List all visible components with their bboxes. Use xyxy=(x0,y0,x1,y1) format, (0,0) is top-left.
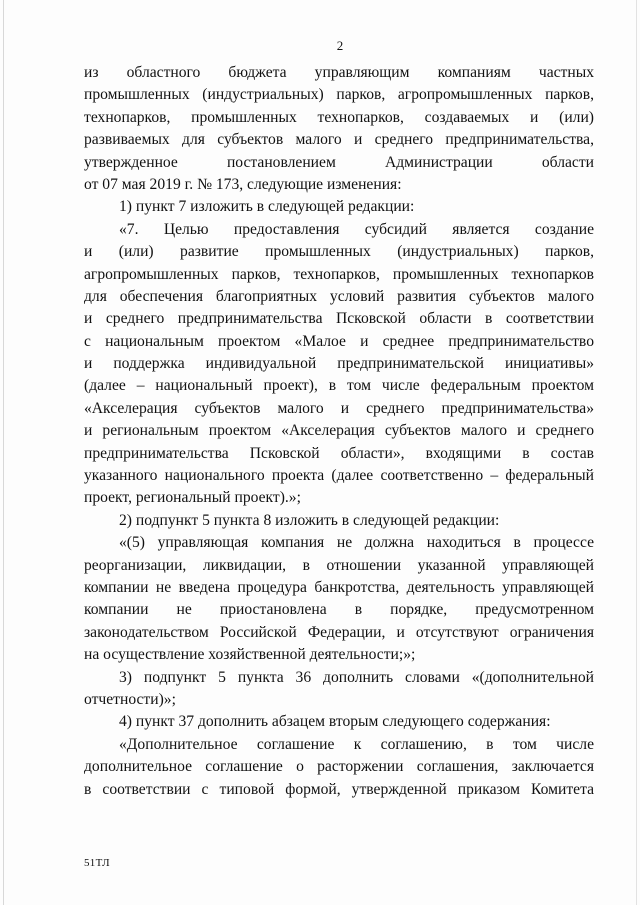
text-line: 3) подпункт 5 пункта 36 дополнить словами «(дополнительной xyxy=(119,668,594,686)
text-line: указанного национального проекта (далее соответственно – федеральный xyxy=(84,467,594,485)
text-line: «(5) управляющая компания не должна находиться в процессе xyxy=(119,534,594,552)
text-line: «Дополнительное соглашение к соглашению, в том числе xyxy=(119,735,594,753)
text-line: из областного бюджета управляющим компаниям частных xyxy=(84,64,594,81)
text-line: промышленных (индустриальных) парков, агропромышленных парков, xyxy=(84,86,594,104)
text-line: 2) подпункт 5 пункта 8 изложить в следующей редакции: xyxy=(119,511,500,529)
text-line: реорганизации, ликвидации, в отношении указанной управляющей xyxy=(84,556,594,574)
text-line: предпринимательства Псковской области», входящими в состав xyxy=(84,444,594,462)
text-line: законодательством Российской Федерации, и отсутствуют ограничения xyxy=(84,623,594,641)
text-line: «7. Целью предоставления субсидий является создание xyxy=(119,220,594,238)
text-line: проект, региональный проект).»; xyxy=(84,489,301,507)
text-line: и региональным проектом «Акселерация субъектов малого и среднего xyxy=(84,422,594,440)
page-number: 2 xyxy=(336,38,344,53)
footer-document-code: 51ТЛ xyxy=(84,857,110,869)
scan-edge-left xyxy=(3,0,4,905)
text-line: дополнительное соглашение о расторжении соглашения, заключается xyxy=(84,758,594,776)
text-line: на осуществление хозяйственной деятельности;»; xyxy=(84,646,416,664)
text-line: и среднего предпринимательства Псковской области в соответствии xyxy=(84,310,594,328)
text-line: и (или) развитие промышленных (индустриальных) парков, xyxy=(84,243,594,261)
text-line: для обеспечения благоприятных условий развития субъектов малого xyxy=(84,287,594,305)
text-line: отчетности)»; xyxy=(84,690,176,708)
text-line: в соответствии с типовой формой, утвержденной приказом Комитета xyxy=(84,780,594,798)
text-line: (далее – национальный проект), в том числе федеральным проектом xyxy=(84,377,594,395)
text-line: агропромышленных парков, технопарков, промышленных технопарков xyxy=(84,265,594,283)
text-line: от 07 мая 2019 г. № 173, следующие изменения: xyxy=(84,175,402,193)
text-line: утвержденное постановлением Администрации области xyxy=(84,153,594,171)
text-line: компании не введена процедура банкротства, деятельность управляющей xyxy=(84,578,594,596)
text-line: «Акселерация субъектов малого и среднего предпринимательства» xyxy=(84,399,594,417)
text-line: 4) пункт 37 дополнить абзацем вторым следующего содержания: xyxy=(119,713,551,731)
text-line: технопарков, промышленных технопарков, создаваемых и (или) xyxy=(84,108,594,126)
document-body xyxy=(84,62,594,801)
text-line: развиваемых для субъектов малого и среднего предпринимательства, xyxy=(84,131,594,149)
text-line: 1) пункт 7 изложить в следующей редакции: xyxy=(119,198,415,216)
text-line: с национальным проектом «Малое и среднее предпринимательство xyxy=(84,332,594,350)
scan-edge-right xyxy=(636,0,637,905)
text-line: компании не приостановлена в порядке, предусмотренном xyxy=(84,601,594,619)
text-line: и поддержка индивидуальной предпринимательской инициативы» xyxy=(84,355,594,373)
